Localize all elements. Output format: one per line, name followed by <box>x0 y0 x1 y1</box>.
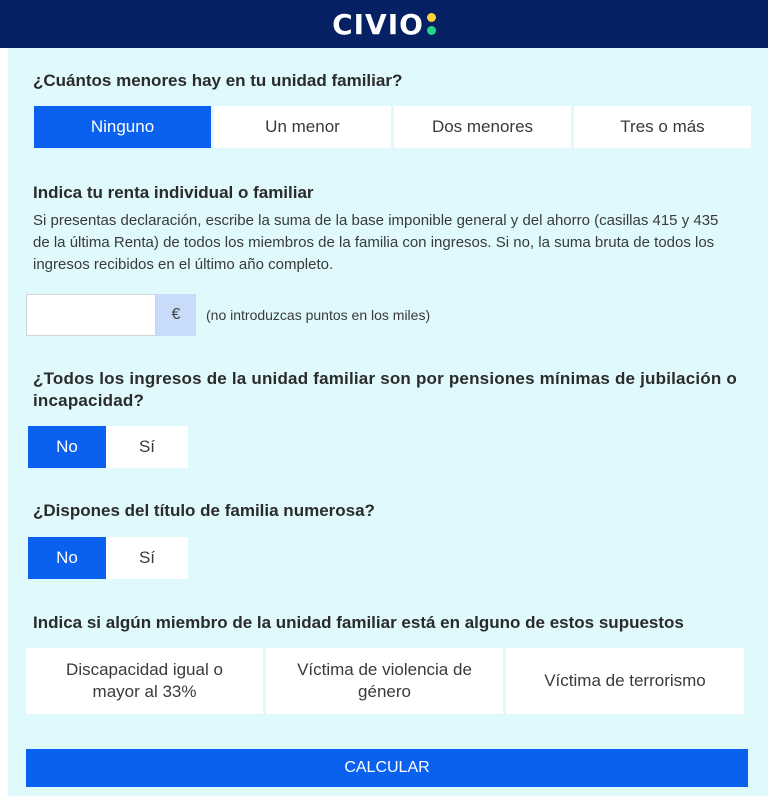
question-pensions: ¿Todos los ingresos de la unidad familiar son por pensiones mínimas de jubilación o incapacidad? <box>33 369 737 410</box>
question-minors: ¿Cuántos menores hay en tu unidad familiar? <box>33 71 403 90</box>
logo-text: CIVIO <box>332 7 424 41</box>
option-minors-three-plus[interactable]: Tres o más <box>574 106 751 148</box>
income-description: Si presentas declaración, escribe la suma de la base imponible general y del ahorro (casillas 415 y 435 de la última Renta) de todos los miembros de la familia con ingresos. Si no, la suma bruta de todos los ingresos recibidos en el último año completo. <box>33 212 719 273</box>
option-minors-none[interactable]: Ninguno <box>34 106 211 148</box>
option-pensions-yes[interactable]: Sí <box>106 426 188 468</box>
income-input[interactable] <box>26 294 156 336</box>
logo-dot-yellow <box>427 13 436 22</box>
option-terrorism[interactable]: Víctima de terrorismo <box>506 648 744 714</box>
option-disability[interactable]: Discapacidad igual o mayor al 33% <box>26 648 263 714</box>
civio-logo[interactable] <box>332 8 436 41</box>
euro-icon: € <box>156 294 196 336</box>
question-income: Indica tu renta individual o familiar <box>33 183 314 202</box>
question-situations: Indica si algún miembro de la unidad familiar está en alguno de estos supuestos <box>33 613 684 632</box>
option-minors-two[interactable]: Dos menores <box>394 106 571 148</box>
pensions-options <box>28 426 188 468</box>
minors-options <box>34 106 751 148</box>
option-large-family-yes[interactable]: Sí <box>106 537 188 579</box>
income-field-group <box>26 294 196 336</box>
logo-dot-green <box>427 26 436 35</box>
calculator-form <box>8 48 768 796</box>
situations-options <box>26 648 744 714</box>
logo-dots-icon <box>427 13 436 35</box>
calculate-button[interactable]: CALCULAR <box>26 749 748 787</box>
option-large-family-no[interactable]: No <box>28 537 106 579</box>
option-gender-violence[interactable]: Víctima de violencia de género <box>266 648 503 714</box>
option-pensions-no[interactable]: No <box>28 426 106 468</box>
question-large-family: ¿Dispones del título de familia numerosa? <box>33 501 375 520</box>
income-hint: (no introduzcas puntos en los miles) <box>206 307 431 323</box>
large-family-options <box>28 537 188 579</box>
site-header <box>0 0 768 48</box>
option-minors-one[interactable]: Un menor <box>214 106 391 148</box>
